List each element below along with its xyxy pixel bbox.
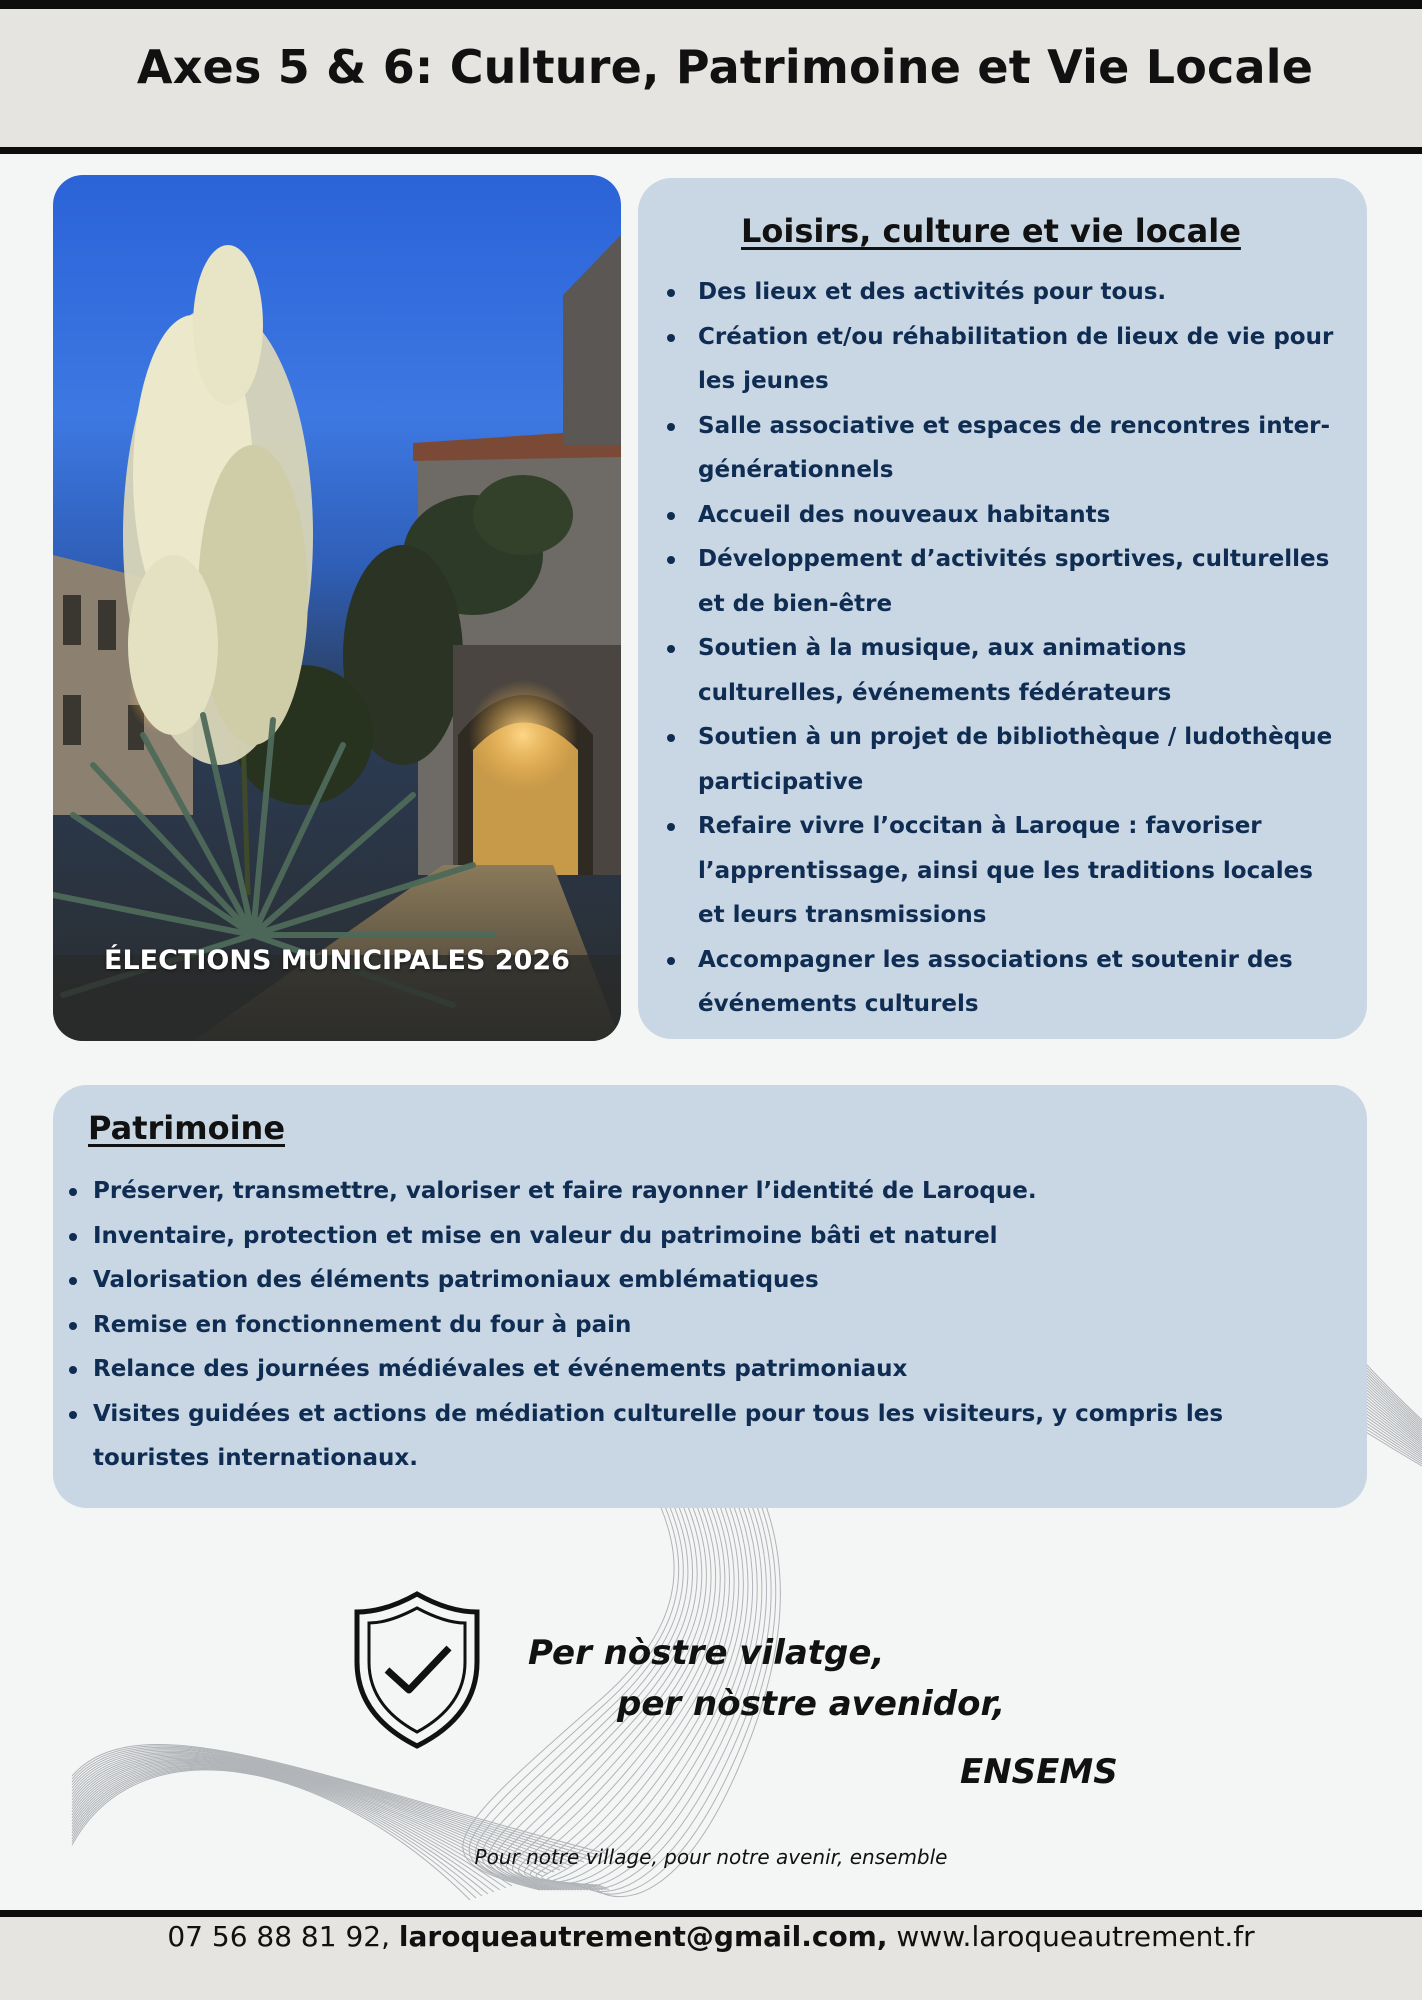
loisirs-heading: Loisirs, culture et vie locale bbox=[741, 212, 1241, 250]
footer-contact bbox=[0, 1920, 1422, 1953]
list-item: Inventaire, protection et mise en valeur du patrimoine bâti et naturel bbox=[93, 1214, 1333, 1259]
wave-line bbox=[72, 1747, 596, 1858]
list-item: Salle associative et espaces de rencontres inter-générationnels bbox=[698, 404, 1338, 493]
wave-line bbox=[72, 1764, 506, 1888]
wave-line bbox=[72, 1749, 590, 1860]
top-rule bbox=[0, 0, 1422, 9]
patrimoine-heading: Patrimoine bbox=[88, 1109, 286, 1147]
patrimoine-card bbox=[53, 1085, 1367, 1508]
slogan-line-2: per nòstre avenidor, bbox=[617, 1684, 1006, 1724]
shield-check-icon bbox=[353, 1590, 481, 1750]
photo-caption: ÉLECTIONS MUNICIPALES 2026 bbox=[104, 945, 570, 976]
wave-line bbox=[72, 1766, 494, 1892]
list-item: Remise en fonctionnement du four à pain bbox=[93, 1303, 1333, 1348]
wave-line bbox=[72, 1746, 602, 1856]
page-title: Axes 5 & 6: Culture, Patrimoine et Vie Locale bbox=[136, 40, 1314, 94]
list-item: Des lieux et des activités pour tous. bbox=[698, 270, 1338, 315]
footer-phone[interactable]: 07 56 88 81 92, bbox=[167, 1920, 390, 1953]
footer-rule bbox=[0, 1910, 1422, 1917]
wave-line bbox=[72, 1769, 476, 1898]
footer-website[interactable]: www.laroqueautrement.fr bbox=[896, 1920, 1255, 1953]
list-item: Visites guidées et actions de médiation culturelle pour tous les visiteurs, y compris les touristes internationaux. bbox=[93, 1392, 1333, 1481]
list-item: Relance des journées médiévales et événements patrimoniaux bbox=[93, 1347, 1333, 1392]
slogan-line-1: Per nòstre vilatge, bbox=[528, 1633, 885, 1673]
wave-line bbox=[72, 1770, 470, 1900]
list-item: Refaire vivre l’occitan à Laroque : favoriser l’apprentissage, ainsi que les traditions locales et leurs transmissions bbox=[698, 804, 1338, 938]
header-rule bbox=[0, 147, 1422, 154]
list-item: Soutien à un projet de bibliothèque / ludothèque participative bbox=[698, 715, 1338, 804]
slogan-line-3: ENSEMS bbox=[960, 1752, 1118, 1792]
footer-email[interactable]: laroqueautrement@gmail.com, bbox=[398, 1920, 888, 1953]
list-item: Accueil des nouveaux habitants bbox=[698, 493, 1338, 538]
slogan-translation: Pour notre village, pour notre avenir, ensemble bbox=[474, 1845, 948, 1869]
village-photo-illustration bbox=[53, 175, 621, 1041]
list-item: Création et/ou réhabilitation de lieux de vie pour les jeunes bbox=[698, 315, 1338, 404]
wave-line bbox=[72, 1744, 608, 1854]
list-item: Préserver, transmettre, valoriser et faire rayonner l’identité de Laroque. bbox=[93, 1169, 1333, 1214]
list-item: Accompagner les associations et soutenir des événements culturels bbox=[698, 938, 1338, 1027]
patrimoine-list bbox=[93, 1169, 1333, 1481]
wave-line bbox=[72, 1767, 488, 1894]
wave-line bbox=[72, 1768, 482, 1896]
loisirs-card bbox=[638, 178, 1367, 1039]
wave-line bbox=[72, 1765, 500, 1890]
list-item: Soutien à la musique, aux animations culturelles, événements fédérateurs bbox=[698, 626, 1338, 715]
list-item: Développement d’activités sportives, culturelles et de bien-être bbox=[698, 537, 1338, 626]
list-item: Valorisation des éléments patrimoniaux emblématiques bbox=[93, 1258, 1333, 1303]
village-photo bbox=[53, 175, 621, 1041]
loisirs-list bbox=[698, 270, 1338, 1027]
